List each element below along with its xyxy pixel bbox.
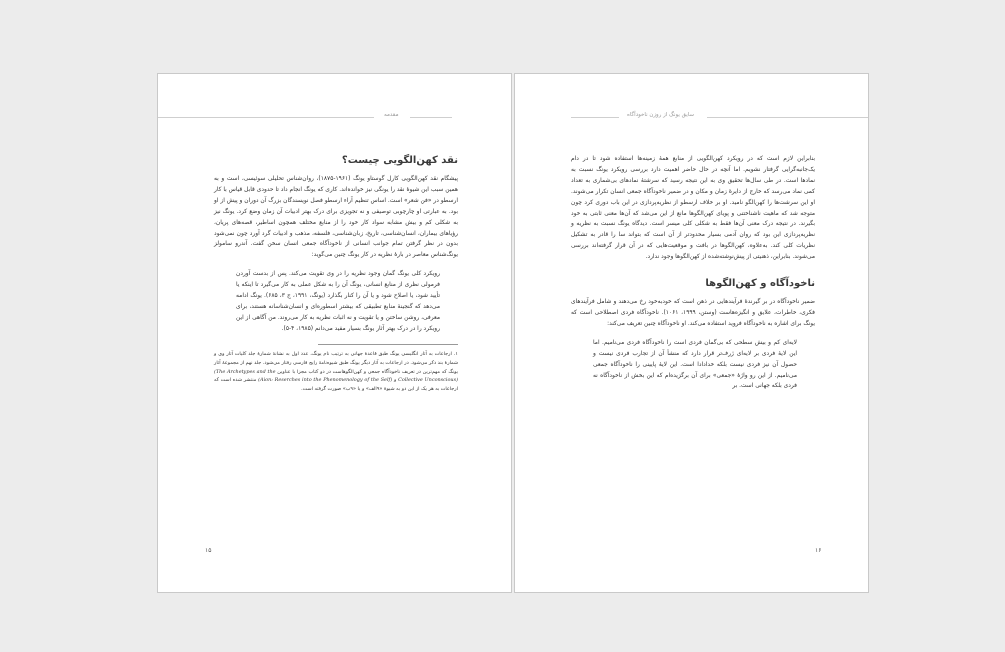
- section-heading: نقد کهن‌الگویی چیست؟: [341, 155, 458, 166]
- body-paragraph: پیشگام نقد کهن‌الگویی کارل گوستاو یونگ (۱۹۶۱-۱۸۷۵)، روان‌شناس تحلیلی سوئیسی، است و به همین سبب این شیوهٔ نقد را یونگی نیز خوانده‌اند. کاری که یونگ انجام داد تا حدودی قابل قیاس با کار ارسطو در «فن شعر» است. اساس تنظیم آراء ارسطو فصل نویسندگان بزرگ آن دوران و پیش از او بود. به عبارتی او چارچوبی توصیفی و نه تجویزی برای درک بهتر ادبیات آن زمان وضع کرد. یونگ نیز به شکلی کم و بیش مشابه سواد کار خود را از منابع مختلف همچون اساطیر، قصه‌های پریان، رؤیاهای بیماران، انسان‌شناسی، تاریخ، زبان‌شناسی، فلسفه، مذهب و ادبیات گرد آورد چون نمی‌شود بدون در نظر گرفتن تمام جوانب انسانی از ناخودآگاه جمعی انسان سخن گفت. آندرو سامولز یونگ‌شناس معاصر در بارهٔ نظریه در کار یونگ چنین می‌گوید:: [214, 176, 458, 259]
- body-paragraph: ضمیر ناخودآگاه در بر گیرندهٔ فرآیندهایی در ذهن است که خودبه‌خود رخ می‌دهند و شامل فرآیندهای فکری، خاطرات، علایق و انگیزه‌هاست (وستن، ۱۹۹۹، ۱۰۶۱). ناخودآگاه فردی اصطلاحی است که یونگ برای اشاره به ناخودآگاه فروید استفاده می‌کند. او ناخودآگاه چنین تعریف می‌کند:: [571, 299, 815, 327]
- running-head-rule: [571, 117, 619, 118]
- page-number: ۱۵: [205, 547, 212, 554]
- footnote-divider: [318, 344, 458, 345]
- page-content: [214, 154, 458, 394]
- footnote-text: و: [394, 377, 397, 384]
- body-paragraph: بنابراین لازم است که در رویکرد کهن‌الگویی از منابع همهٔ زمینه‌ها استفاده شود تا در دام یک‌جانبه‌گرایی گرفتار نشویم. اما آنچه در حال حاضر اهمیت دارد بررسی رویکرد یونگ نسبت به نمادها است. در طی سال‌ها تحقیق وی به این نتیجه رسید که سرشتهٔ نمادهای بی‌شماری به تعداد کمی نماد می‌رسد که خارج از دایرهٔ زمان و مکان و در ضمیر ناخودآگاه جمعی انسان تکرار می‌شوند. او این سرشت‌ها را کهن‌الگو نامید. او بر خلاف ارسطو از نظریه‌پردازی در این باب دوری کرد چون متوجه شد که ماهیت ناشناختنی و پویای کهن‌الگوها مانع از این می‌شد که آن‌ها معنی ثابتی به خود بگیرند. در نتیجه درک معنی آن‌ها فقط به شکلی کلی میسر است. دیدگاه یونگ نسبت به نظریه و نظریه‌پردازی این بود که روان آدمی بسیار محدودتر از آن است که بتواند سا را قادر به تشکیل نظریات کلی کند. به‌علاوه، کهن‌الگوها در بافت و موقعیت‌هایی که در آن قرار گرفته‌اند بررسی می‌شوند. بنابراین، ذهنیتی از پیش‌نوشته‌شده از کهن‌الگوها وجود ندارد.: [571, 156, 815, 261]
- book-page-16: [514, 73, 869, 593]
- running-head: [158, 112, 511, 122]
- running-head-rule: [158, 117, 374, 118]
- running-head-rule: [410, 117, 452, 118]
- footnote-latin-title: (Aion: Reserches into the Phenomenology of the Self): [258, 377, 393, 384]
- book-page-15: [157, 73, 512, 593]
- running-head-text: مقدمه: [384, 112, 399, 118]
- footnote-text: ۱. ارجاعات به آثار انگلیسی یونگ طبق قاعدهٔ جهانی به ترتیب نام یونگ، عدد اول به نشانهٔ شمارهٔ جلد کلیات آثار وی و شمارهٔ بند ذکر می‌شود. در ارجاعات به آثار دیگر یونگ طبق شیوه‌نامهٔ رایج فارسی رفتار می‌شود. جلد نهم از مجموعهٔ آثار یونگ که مهم‌ترین در تعریف ناخودآگاه جمعی و کهن‌الگوهاست در دو کتاب مجزا با عناوین: [214, 350, 459, 375]
- footnote: [214, 350, 458, 395]
- footnote-text: منتشر شده است که ارجاعات به هر یک از این دو به شیوهٔ «۹الف» و یا «۹ب» صورت گرفته است.: [214, 377, 458, 393]
- page-number: ۱۶: [815, 547, 822, 554]
- section-heading: ناخودآگاه و کهن‌الگوها: [705, 278, 815, 290]
- page-content: [571, 154, 815, 392]
- footnote-latin-title: (The Archetypes and the Collective Unconscious): [214, 368, 458, 384]
- running-head: [515, 112, 868, 122]
- running-head-text: سایق یونگ از روزن ناخودآگاه: [627, 112, 695, 118]
- block-quote: رویکرد کلی یونگ گمان وجود نظریه را در وی تقویت می‌کند. پس از بدست آوردن فرمولی نظری از منابع انسانی، یونگ آن را به شکل عملی به کار می‌گیرد تا اینکه یا تأیید شود، یا اصلاح شود و یا آن را کنار بگذارد (یونگ، ۱۹۹۱، ج ۳، ۶۸۵). یونگ ادامه می‌دهد که گنجینهٔ منابع تطبیقی که بیشتر اسطوره‌ای و انسان‌شناسانه هستند، برای معرفی، روشن ساختن و یا تقویت و نه اثبات نظریه به کار می‌روند. من آگاهی از این رویکرد را در درک بهتر آثار یونگ بسیار مفید می‌دانم (۱۹۸۵، ۴-۵).: [236, 271, 440, 332]
- block-quote: لایه‌ای کم و بیش سطحی که بی‌گمان فردی است را ناخودآگاه فردی می‌نامیم. اما این لایهٔ فردی بر لایه‌ای ژرف‌تر قرار دارد که منشأ آن از تجارب فردی نیست و حصول آن نیز فردی نیست بلکه خدادادا است. این لایهٔ پایینی را ناخودآگاه جمعی می‌نامیم. از این رو واژهٔ «جمعی» برای آن برگزیده‌ام که این بخش از ناخودآگاه نه فردی بلکه جهانی است. بر: [593, 339, 797, 390]
- running-head-rule: [707, 117, 869, 118]
